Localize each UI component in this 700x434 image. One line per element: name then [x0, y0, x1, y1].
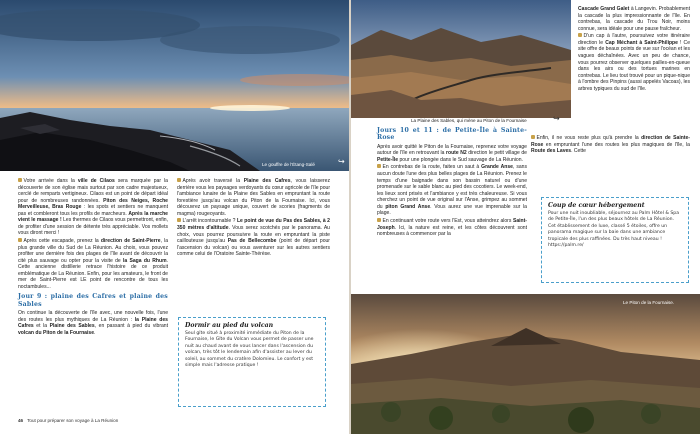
left-column-1 [18, 178, 168, 337]
text-bold: Après la marche vient le massage ! [18, 210, 168, 224]
text-bold: Le point de vue du Pas des Sables, à 2 350 mètres d'altitude [177, 218, 330, 232]
text: Votre arrivée dans la [23, 178, 78, 184]
text-bold: Pas de Bellecombe [227, 238, 277, 245]
text: . [94, 329, 96, 336]
text: On continue la découverte de l'île avec, une nouvelle fois, l'une des routes les plus mythiques de La Réunion : [18, 310, 168, 323]
text: sera marquée par la découverte de son église mais surtout par son cadre majestueux, cerclé de remparts vertigineux. Cilaos est un point de départ idéal pour de nombreuses randonnées. [18, 178, 168, 204]
coast-sunset-image [0, 0, 349, 171]
paragraph [377, 218, 527, 238]
bullet-icon [377, 218, 381, 222]
text: L'arrêt incontournable ? [182, 218, 237, 225]
bullet-icon [177, 218, 181, 222]
text-bold: direction de Sainte-Rose [531, 135, 690, 148]
paragraph [377, 144, 527, 164]
text: . Cette [571, 148, 586, 155]
paragraph [18, 178, 168, 237]
photo-caption-gouffre: Le gouffre de l'Étang-Salé [262, 162, 315, 167]
text: . Cette ancienne distillerie retrace l'histoire de ce produit emblématique de La Réunion. Enfin, pour les amateurs, le front de mer de Saint-Pierre est LE point de rencontre de tous les noctambules... [18, 257, 168, 290]
paragraph [578, 6, 690, 32]
text: . Vous serez scotchés par le panorama. Au choix, vous pourrez poursuivre la route en empruntant la piste caillouteuse jusqu'au [177, 225, 330, 245]
text: D'un cap à l'autre, poursuivez votre itinéraire direction le [578, 33, 690, 46]
piton-fournaise-photo [351, 294, 700, 434]
text: En continuant votre route vers l'Est, vous atteindrez alors [382, 217, 513, 224]
paragraph [177, 218, 330, 257]
text: à Langevin. Probablement la cascade la plus impressionnante de l'île. En contrebas, la cascade du Trou Noir, moins connue, sera idéale pour une pause fraîcheur. [578, 6, 690, 32]
left-column-2 [177, 178, 330, 259]
photo-caption-plaine: La Plaine des Sables, qui mène au Piton de la Fournaise [411, 118, 527, 123]
text-bold: Piton des Neiges, Roche Merveilleuse, Bras Rouge [18, 197, 168, 211]
text: direction le petit village de [466, 150, 527, 157]
right-column-2 [578, 6, 690, 93]
text: pour une plongée dans le Sud sauvage de La Réunion. [398, 156, 523, 163]
text-bold: la Plaine des Cafres [18, 316, 168, 330]
tip-box-body: Pour une nuit inoubliable, séjournez au Palm Hôtel & Spa de Petite-Île, l'un des plus beaux hôtels de La Réunion. Cet établissement de luxe, classé 5 étoiles, offre un panorama magique sur la baie dans une ambiance tropicale des plus raffinées. Du très haut niveau ! https://palm.re/ [548, 211, 680, 249]
bullet-icon [531, 135, 535, 139]
tip-box-body: Seul gîte situé à proximité immédiate du Piton de la Fournaise, le Gîte du Volcan vous permet de passer une nuit au chaud avant de vous lancer dans l'ascension du volcan, très tôt le lendemain afin d'assister au lever du soleil, au sommet du cratère Dolomieu. Le confort y est simple mais l'adresse pratique ! [185, 331, 314, 369]
text: (point de départ pour l'ascension du volcan) ou vous aventurer sur les autres sentiers comme celui de l'Oratoire Sainte-Thérèse. [177, 238, 330, 258]
curl-arrow-icon: ↪ [553, 114, 560, 123]
section-heading-jours-10-11: Jours 10 et 11 : de Petite-Île à Sainte-Rose [377, 127, 527, 142]
curl-arrow-icon: ↪ [338, 157, 345, 166]
section-heading-jour-9: Jour 9 : plaine des Cafres et plaine des Sables [18, 293, 168, 308]
text-bold: Plaine des Cafres [243, 178, 291, 184]
text: . Ici, la nature est reine, et les côtes découvrent sont nombreuses à commencer par la [377, 224, 527, 238]
bullet-icon [377, 164, 381, 168]
bullet-icon [177, 178, 181, 182]
paragraph [177, 178, 330, 217]
photo-caption-fournaise: Le Piton de la Fournaise. [623, 300, 675, 305]
text: , la plus grande ville du Sud de La Réunion. Au choix, vous pouvez profiter une dernière fois des plages de l'île avant de découvrir la cité plus sauvage ou opter pour la visite de [18, 238, 168, 264]
tip-box-dormir [178, 317, 326, 407]
text-bold: Grande Anse [481, 164, 513, 171]
bullet-icon [18, 238, 22, 242]
plaine-des-sables-image [351, 0, 571, 118]
text: . Vous aurez une vue imprenable sur la plage. [377, 203, 527, 217]
bullet-icon [18, 178, 22, 182]
text: Les thermes de Cilaos vous permettront, enfin, de profiter d'une session de détente très appréciable. Vos mollets vous diront merci ! [18, 217, 168, 237]
text: Après avoir traversé la [182, 178, 244, 184]
text: ! Ce site offre de beaux points de vue sur l'océan et les vagues déchaînées. Avec un peu de chance, vous pourrez observer quelques pailles-en-queue dans les airs ou des tortues marines en contrebas. Le lieu tout trouvé pour un pique-nique à l'ombre des Pinpins (aussi appelés Vacoas), les arbres typiques du sud de l'île. [578, 39, 690, 92]
right-column-1 [377, 124, 527, 239]
right-column-2-continued [531, 135, 690, 156]
text: , en passant à pied du vibrant [94, 323, 169, 330]
text-bold: direction de Saint-Pierre [100, 238, 161, 245]
text-bold: Saint-Joseph [377, 217, 527, 231]
text: Après cette escapade, prenez la [23, 238, 101, 245]
text: et la [33, 323, 50, 330]
tip-box-title: Dormir au pied du volcan [185, 322, 274, 329]
text-bold: Route des Laves [531, 148, 572, 155]
coast-sunset-photo [0, 0, 349, 171]
text: En contrebas de la route, faites un saut à [382, 164, 482, 171]
text-bold: Cap Méchant à Saint-Philippe [605, 39, 678, 46]
plaine-des-sables-photo [351, 0, 571, 118]
text: , vous laisserez derrière vous les paysages verdoyants du cœur agricole de l'île pour l'ambiance lunaire de la Plaine des Sables en empruntant la route forestière jusqu'au volcan du Piton de la Fournaise. Ici, vous découvrez un paysage unique, couvert de scories (fragments de magma) rougeoyants. [177, 178, 331, 217]
running-title: Tout pour préparer son voyage à La Réunion [27, 418, 119, 423]
tip-box-hebergement [541, 197, 689, 283]
tip-box-title: Coup de cœur hébergement [548, 202, 645, 209]
paragraph [18, 238, 168, 290]
bullet-icon [578, 33, 582, 37]
page-number: 46 [18, 418, 24, 423]
piton-fournaise-image [351, 294, 700, 434]
text-bold: route N2 [446, 150, 467, 157]
text: , sans aucun doute l'une des plus belles plages de La Réunion. Prenez le temps d'une baignade dans son bassin naturel ou d'une promenade sur le sable blanc au pied des cocotiers. Le week-end, les lieux sont prisés et l'ambiance y est très chaleureuse. Si vous cherchez un point de vue original sur l'Anse, grimpez au sommet du [377, 164, 527, 210]
text-bold: Petite-Île [377, 156, 399, 163]
text-bold: Cascade Grand Galet [578, 6, 630, 12]
paragraph [531, 135, 690, 155]
text-bold: ville de Cilaos [77, 178, 115, 184]
right-page [351, 0, 700, 434]
left-page [0, 0, 349, 434]
text: en empruntant l'une des routes les plus magiques de l'île, la [543, 141, 690, 148]
paragraph [578, 33, 690, 92]
text-bold: piton Grand Anse [385, 203, 431, 210]
page-footer [18, 418, 118, 423]
text: Après avoir quitté le Piton de la Fournaise, reprenez votre voyage autour de l'île en retrouvant la [377, 143, 527, 157]
text-bold: la Saga du Rhum [123, 257, 167, 264]
text-bold: Plaine des Sables [49, 323, 95, 330]
text-bold: volcan du Piton de la Fournaise [18, 329, 94, 336]
paragraph [18, 310, 168, 336]
text: Enfin, il ne vous reste plus qu'à prendre la [536, 135, 642, 141]
paragraph [377, 164, 527, 216]
text: : les spots et sentiers ne manquent pas et combleront tous les profils de marcheurs. [18, 204, 168, 217]
